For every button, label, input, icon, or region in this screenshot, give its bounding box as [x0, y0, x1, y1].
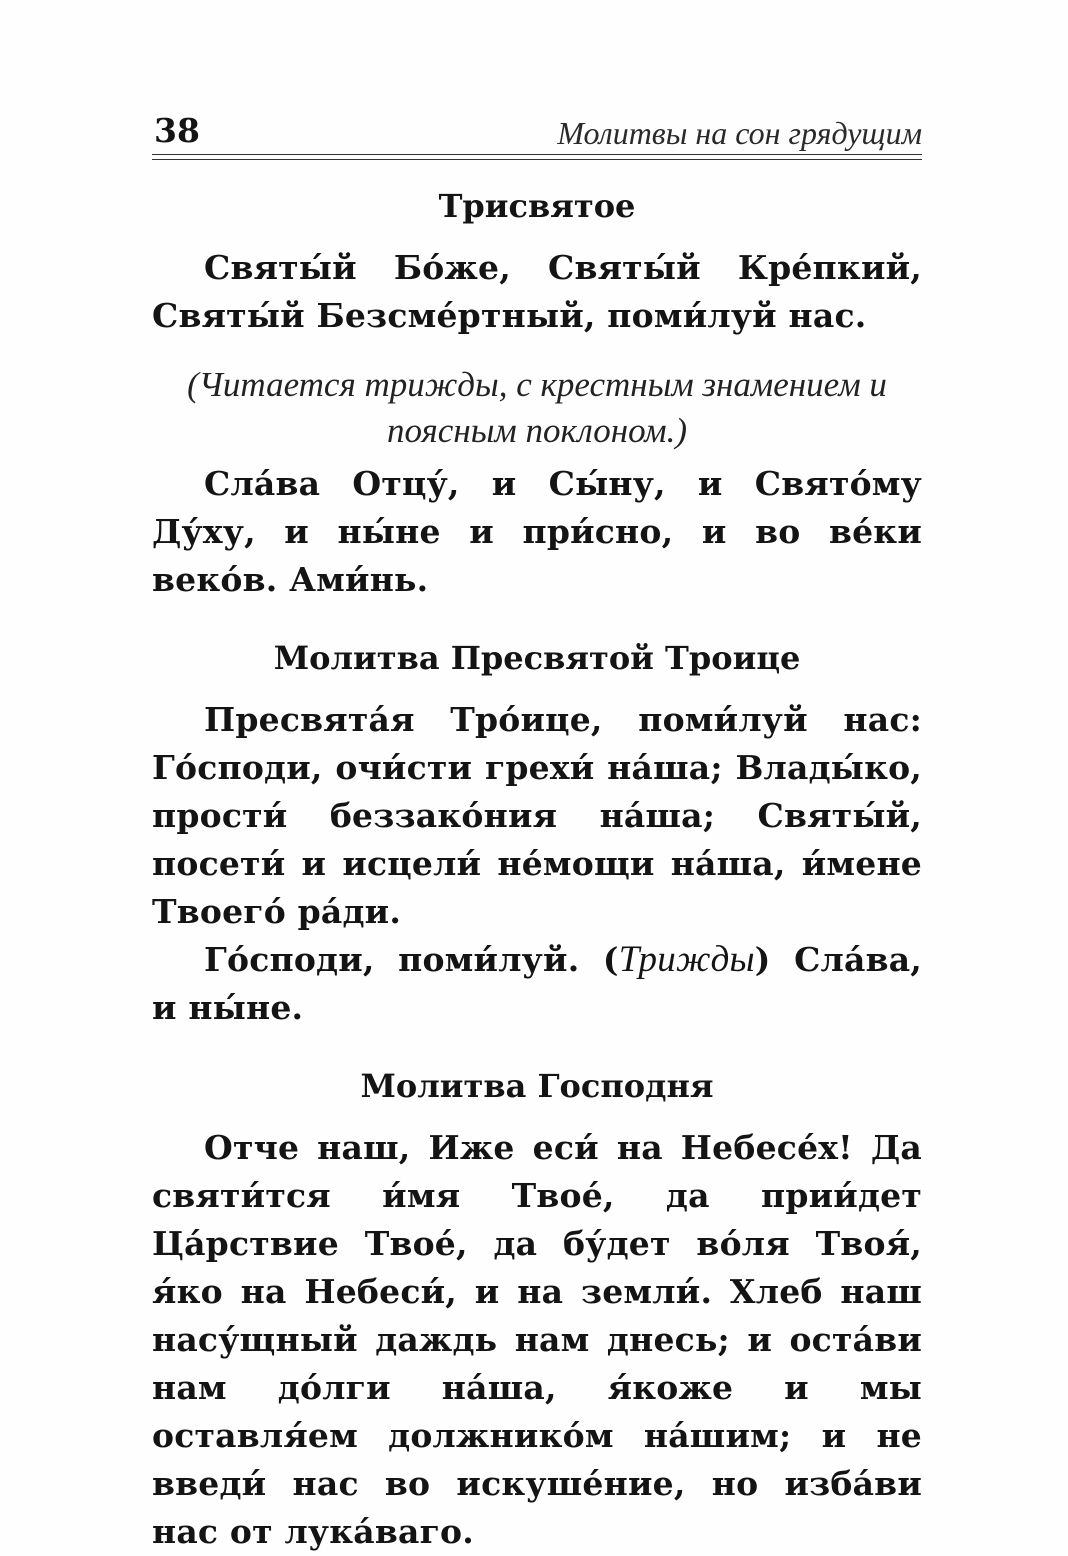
lords-prayer-text: Отче наш, Иже еси́ на Небесе́х! Да святи́тся и́мя Твое́, да прии́дет Ца́рствие Твое́, да бу́дет во́ля Твоя́, я́ко на Небеси́, и на земли́. Хлеб наш насу́щный даждь нам днесь; и оста́ви нам до́лги на́ша, я́коже и мы оставля́ем должнико́м на́шим; и не введи́ нас во искуше́ние, но изба́ви нас от лука́ваго.: [152, 1128, 922, 1551]
header-rule-secondary: [152, 159, 922, 160]
closing-italic-thrice: Трижды: [618, 939, 755, 980]
trinity-prayer-closing: [152, 936, 922, 1032]
closing-end: ) Сла́ва, и ны́не.: [152, 940, 922, 1027]
trinity-prayer-text: Пресвята́я Тро́ице, поми́луй нас: Го́споди, очи́сти грехи́ на́ша; Влады́ко, прости́ беззако́ния на́ша; Святы́й, посети́ и исцели́ не́мощи на́ша, и́мене Твоего́ ра́ди.: [152, 700, 922, 931]
header-rule: [152, 154, 922, 155]
page-content: [152, 182, 922, 1556]
heading-trinity-prayer: Молитва Пресвятой Троице: [273, 639, 801, 677]
running-head: [152, 110, 922, 156]
glory-text: Сла́ва Отцу́, и Сы́ну, и Свято́му Ду́ху, и ны́не и при́сно, и во ве́ки веко́в. Ами́нь.: [152, 464, 922, 599]
page-number: 38: [154, 111, 200, 150]
trisagion-text: Святы́й Бо́же, Святы́й Кре́пкий, Святы́й Безсме́ртный, поми́луй нас.: [152, 248, 922, 335]
heading-trisagion: Трисвятое: [438, 187, 636, 225]
heading-lords-prayer: Молитва Господня: [360, 1067, 714, 1105]
book-page: [152, 0, 922, 1551]
running-title: Молитвы на сон грядущим: [557, 115, 922, 151]
trisagion-note: (Читается трижды, с крестным знамением и поясным поклоном.): [187, 365, 887, 450]
closing-start: Го́споди, поми́луй. (: [204, 940, 619, 979]
